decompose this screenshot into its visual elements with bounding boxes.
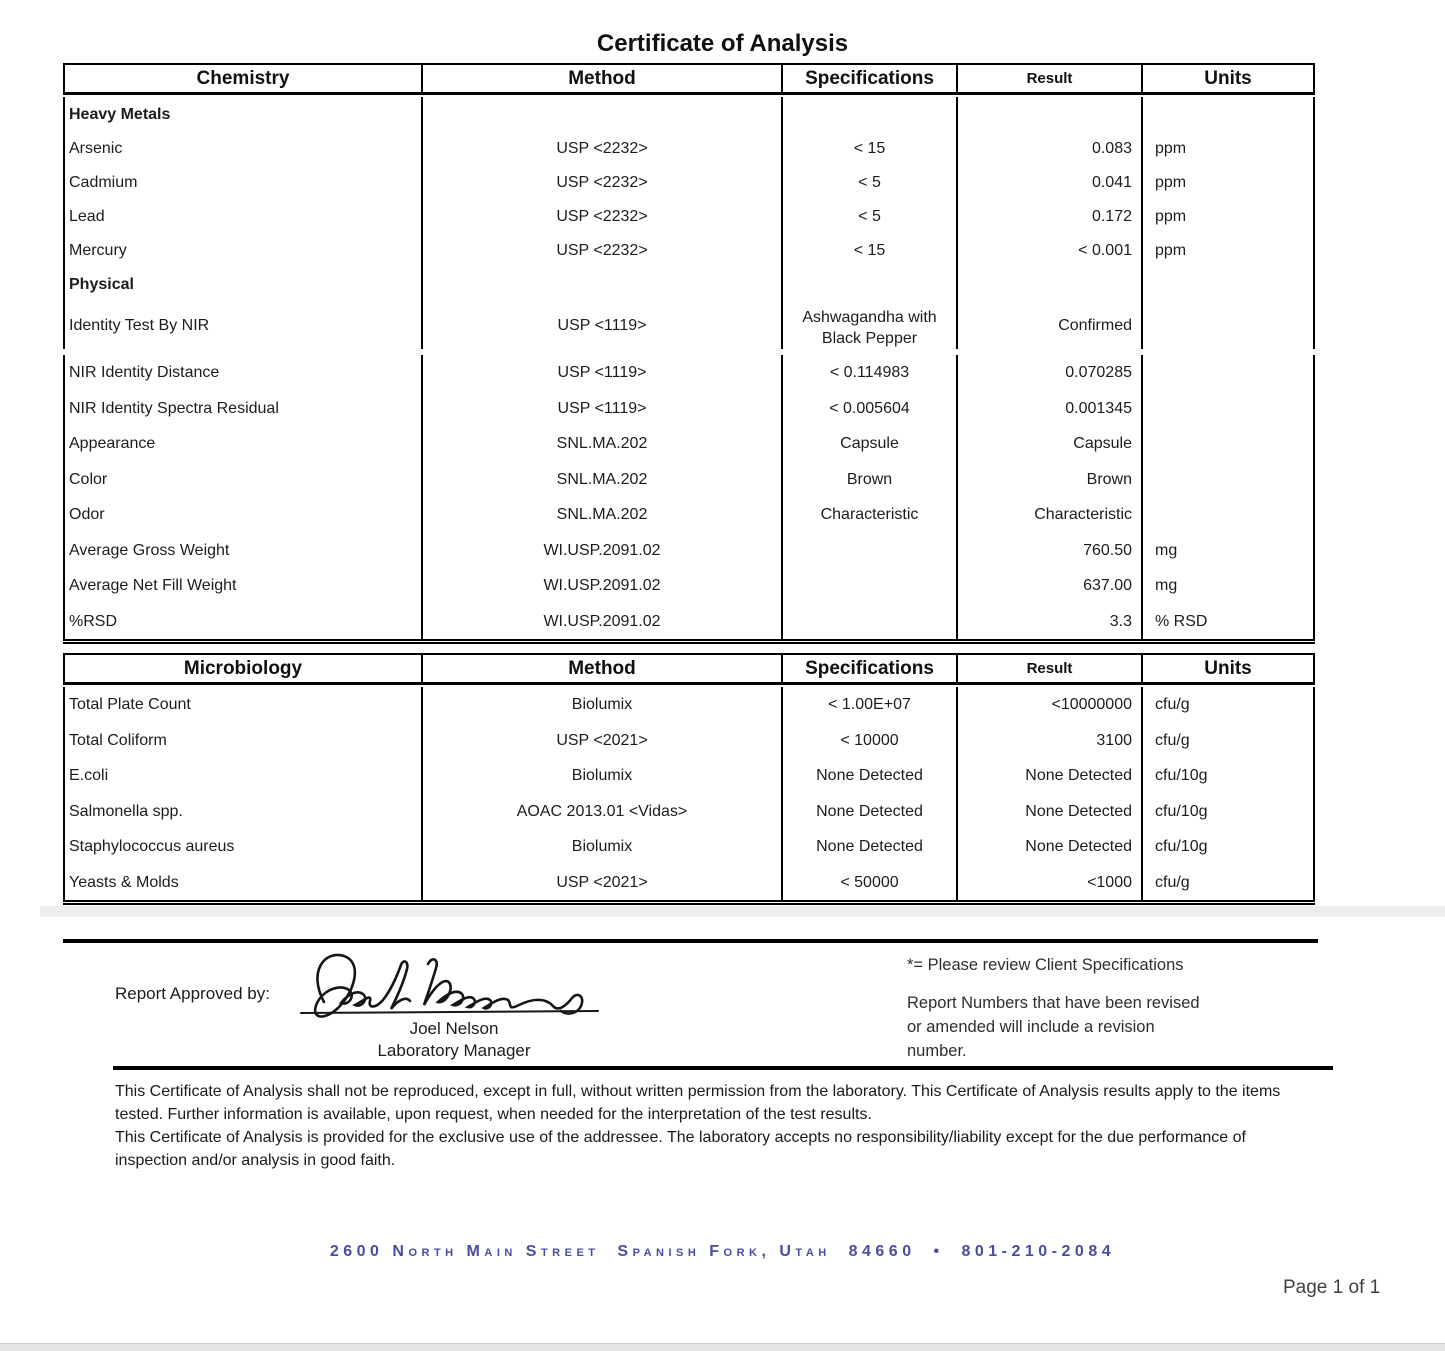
microbiology-table-header [63, 653, 1315, 685]
table-row [63, 131, 1315, 165]
column-header-microbiology: Microbiology [65, 655, 423, 682]
table-row [63, 604, 1315, 640]
units-cell [1143, 97, 1315, 131]
result-cell: Characteristic [958, 497, 1143, 533]
result-cell [958, 97, 1143, 131]
table-row [63, 723, 1315, 759]
method-cell: Biolumix [423, 829, 783, 865]
units-cell: % RSD [1143, 604, 1315, 640]
result-cell: Brown [958, 462, 1143, 498]
column-header-method: Method [423, 655, 783, 682]
signature-icon [298, 948, 610, 1022]
method-cell: Biolumix [423, 758, 783, 794]
table-row [63, 97, 1315, 131]
table-row [63, 829, 1315, 865]
spec-cell: Ashwagandha with Black Pepper [783, 301, 958, 349]
row-name: Identity Test By NIR [63, 301, 423, 349]
microbiology-table-body [63, 687, 1315, 902]
result-cell: 760.50 [958, 533, 1143, 569]
units-cell [1143, 426, 1315, 462]
row-name: Odor [63, 497, 423, 533]
column-header-method: Method [423, 65, 783, 92]
result-cell: 637.00 [958, 568, 1143, 604]
table-row [63, 497, 1315, 533]
spec-cell: Capsule [783, 426, 958, 462]
row-name: Total Coliform [63, 723, 423, 759]
revision-note: Report Numbers that have been revised or amended will include a revision number. [907, 994, 1200, 1060]
table-row [63, 687, 1315, 723]
table-row [63, 758, 1315, 794]
row-name: Staphylococcus aureus [63, 829, 423, 865]
result-cell: 3.3 [958, 604, 1143, 640]
result-cell: Capsule [958, 426, 1143, 462]
column-header-result: Result [958, 65, 1143, 92]
client-spec-note: *= Please review Client Specifications [907, 956, 1184, 974]
units-cell: mg [1143, 533, 1315, 569]
result-cell: 0.001345 [958, 391, 1143, 427]
row-name: NIR Identity Distance [63, 355, 423, 391]
spec-cell [783, 97, 958, 131]
method-cell: SNL.MA.202 [423, 497, 783, 533]
disclaimer-paragraph-2: This Certificate of Analysis is provided for the exclusive use of the addressee. The laboratory accepts no responsibility/liability except for the due performance of inspection and/or analysis in good faith. [115, 1129, 1246, 1169]
row-name: Average Gross Weight [63, 533, 423, 569]
units-cell: ppm [1143, 131, 1315, 165]
result-cell: <1000 [958, 865, 1143, 901]
units-cell: ppm [1143, 233, 1315, 267]
row-name: Appearance [63, 426, 423, 462]
method-cell: USP <2021> [423, 865, 783, 901]
result-cell: 0.070285 [958, 355, 1143, 391]
lab-address-footer: 2600 North Main Street Spanish Fork, Utah 84660 • 801-210-2084 [329, 1243, 1116, 1260]
spec-cell: Brown [783, 462, 958, 498]
table-row [63, 865, 1315, 901]
spec-cell [783, 604, 958, 640]
units-cell [1143, 301, 1315, 349]
row-name: Cadmium [63, 165, 423, 199]
table-row [63, 391, 1315, 427]
row-name: Total Plate Count [63, 687, 423, 723]
result-cell: < 0.001 [958, 233, 1143, 267]
spec-cell: < 50000 [783, 865, 958, 901]
table-row [63, 533, 1315, 569]
method-cell: USP <2232> [423, 233, 783, 267]
chemistry-table-segment-b [63, 355, 1315, 641]
result-cell: 0.041 [958, 165, 1143, 199]
signer-name: Joel Nelson [409, 1019, 499, 1038]
spec-cell: < 5 [783, 165, 958, 199]
method-cell [423, 267, 783, 301]
units-cell [1143, 391, 1315, 427]
row-name: Heavy Metals [63, 97, 423, 131]
spec-cell: None Detected [783, 829, 958, 865]
column-header-chemistry: Chemistry [65, 65, 423, 92]
report-approved-by-label: Report Approved by: [115, 984, 270, 1003]
result-cell: <10000000 [958, 687, 1143, 723]
row-name: Mercury [63, 233, 423, 267]
result-cell: None Detected [958, 794, 1143, 830]
chemistry-table-header [63, 63, 1315, 95]
method-cell: AOAC 2013.01 <Vidas> [423, 794, 783, 830]
units-cell [1143, 355, 1315, 391]
spec-cell: < 5 [783, 199, 958, 233]
units-cell: cfu/g [1143, 687, 1315, 723]
row-name: Average Net Fill Weight [63, 568, 423, 604]
spec-cell [783, 533, 958, 569]
result-cell [958, 267, 1143, 301]
result-cell: Confirmed [958, 301, 1143, 349]
table-row [63, 794, 1315, 830]
method-cell: SNL.MA.202 [423, 426, 783, 462]
method-cell: Biolumix [423, 687, 783, 723]
approval-bottom-rule [113, 1066, 1333, 1070]
method-cell: USP <1119> [423, 391, 783, 427]
method-cell: USP <1119> [423, 301, 783, 349]
table-row [63, 199, 1315, 233]
method-cell: WI.USP.2091.02 [423, 568, 783, 604]
column-header-result: Result [958, 655, 1143, 682]
units-cell [1143, 462, 1315, 498]
method-cell: USP <2232> [423, 199, 783, 233]
result-cell: 0.083 [958, 131, 1143, 165]
units-cell [1143, 497, 1315, 533]
result-cell: 0.172 [958, 199, 1143, 233]
column-header-units: Units [1204, 67, 1252, 89]
units-cell: cfu/10g [1143, 758, 1315, 794]
row-name: %RSD [63, 604, 423, 640]
spec-cell: < 10000 [783, 723, 958, 759]
column-header-units: Units [1204, 657, 1252, 679]
disclaimer-block [115, 1080, 1300, 1172]
spec-cell [783, 267, 958, 301]
spec-cell: < 0.114983 [783, 355, 958, 391]
disclaimer-paragraph-1: This Certificate of Analysis shall not be reproduced, except in full, without written permission from the laboratory. This Certificate of Analysis results apply to the items tested. Further information is available, upon request, when needed for the interpretation of the test results. [115, 1083, 1281, 1123]
units-cell: cfu/10g [1143, 829, 1315, 865]
notes-block [907, 953, 1217, 1063]
units-cell: cfu/g [1143, 865, 1315, 901]
column-header-specifications: Specifications [783, 655, 958, 682]
row-name: E.coli [63, 758, 423, 794]
method-cell: WI.USP.2091.02 [423, 533, 783, 569]
units-cell [1143, 267, 1315, 301]
approval-top-rule [63, 939, 1318, 943]
spec-cell: < 1.00E+07 [783, 687, 958, 723]
table-row [63, 233, 1315, 267]
page-title: Certificate of Analysis [596, 30, 849, 57]
row-name: Salmonella spp. [63, 794, 423, 830]
method-cell [423, 97, 783, 131]
result-cell: None Detected [958, 758, 1143, 794]
table-row [63, 462, 1315, 498]
table-row [63, 301, 1315, 347]
table-row [63, 267, 1315, 301]
scan-shadow-band [40, 906, 1445, 917]
table-row [63, 355, 1315, 391]
method-cell: USP <2232> [423, 131, 783, 165]
table-row [63, 568, 1315, 604]
method-cell: SNL.MA.202 [423, 462, 783, 498]
row-name: Color [63, 462, 423, 498]
spec-cell [783, 568, 958, 604]
units-cell: ppm [1143, 165, 1315, 199]
table-row [63, 426, 1315, 462]
spec-cell: < 15 [783, 131, 958, 165]
table-row [63, 165, 1315, 199]
row-name: Arsenic [63, 131, 423, 165]
spec-cell: < 15 [783, 233, 958, 267]
row-name: NIR Identity Spectra Residual [63, 391, 423, 427]
units-cell: cfu/10g [1143, 794, 1315, 830]
row-name: Yeasts & Molds [63, 865, 423, 901]
spec-cell: None Detected [783, 758, 958, 794]
method-cell: USP <2232> [423, 165, 783, 199]
page-indicator: Page 1 of 1 [1283, 1277, 1381, 1298]
chemistry-table-segment-a [63, 97, 1315, 347]
result-cell: 3100 [958, 723, 1143, 759]
row-name: Physical [63, 267, 423, 301]
row-name: Lead [63, 199, 423, 233]
bottom-edge-band [0, 1343, 1445, 1351]
units-cell: cfu/g [1143, 723, 1315, 759]
method-cell: USP <1119> [423, 355, 783, 391]
column-header-specifications: Specifications [783, 65, 958, 92]
signer-title: Laboratory Manager [377, 1041, 531, 1060]
spec-cell: Characteristic [783, 497, 958, 533]
units-cell: ppm [1143, 199, 1315, 233]
spec-cell: None Detected [783, 794, 958, 830]
spec-cell: < 0.005604 [783, 391, 958, 427]
result-cell: None Detected [958, 829, 1143, 865]
units-cell: mg [1143, 568, 1315, 604]
method-cell: WI.USP.2091.02 [423, 604, 783, 640]
method-cell: USP <2021> [423, 723, 783, 759]
